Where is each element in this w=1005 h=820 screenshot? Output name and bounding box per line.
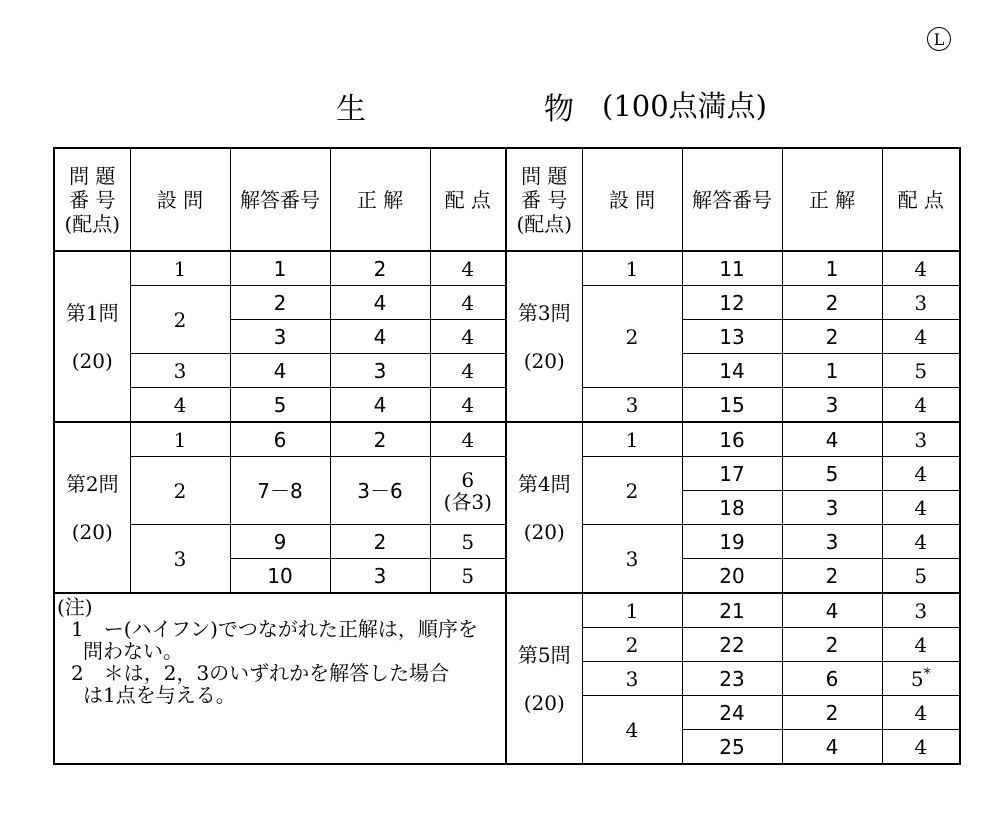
points-22: 4 — [882, 628, 960, 662]
header-correct: 正 解 — [330, 148, 430, 251]
correct-answer-10: 3 — [330, 559, 430, 594]
answer-number-25: 25 — [682, 730, 782, 765]
correct-answer-12: 2 — [782, 286, 882, 320]
correct-answer-5: 4 — [330, 388, 430, 423]
points-13: 4 — [882, 320, 960, 354]
q3-label: 第3問 (20) — [506, 251, 582, 422]
points-16: 3 — [882, 422, 960, 457]
q1-label: 第1問 (20) — [54, 251, 130, 422]
points-20: 5 — [882, 559, 960, 594]
points-23: 5* — [882, 662, 960, 696]
header-question: 問 題 番 号 (配点) — [54, 148, 130, 251]
answer-number-7-8: 7－8 — [230, 457, 330, 525]
answer-number-11: 11 — [682, 251, 782, 286]
answer-number-24: 24 — [682, 696, 782, 730]
correct-answer-25: 4 — [782, 730, 882, 765]
correct-answer-15: 3 — [782, 388, 882, 423]
correct-answer-21: 4 — [782, 593, 882, 628]
header-row — [54, 148, 960, 251]
q3-sub-2: 2 — [582, 286, 682, 388]
points-25: 4 — [882, 730, 960, 765]
note-1-cont: 問わない。 — [83, 639, 183, 663]
q5-sub-1: 1 — [582, 593, 682, 628]
answer-number-4: 4 — [230, 354, 330, 388]
answer-number-18: 18 — [682, 491, 782, 525]
correct-answer-17: 5 — [782, 457, 882, 491]
answer-number-20: 20 — [682, 559, 782, 594]
correct-answer-6: 2 — [330, 422, 430, 457]
q1-sub-4: 4 — [130, 388, 230, 423]
correct-answer-18: 3 — [782, 491, 882, 525]
title-total-points: (100点満点) — [602, 89, 767, 123]
correct-answer-14: 1 — [782, 354, 882, 388]
points-21: 3 — [882, 593, 960, 628]
answer-number-3: 3 — [230, 320, 330, 354]
points-2: 4 — [430, 286, 506, 320]
answer-number-9: 9 — [230, 525, 330, 559]
q4-sub-1: 1 — [582, 422, 682, 457]
answer-number-15: 15 — [682, 388, 782, 423]
note-2-cont: は1点を与える。 — [83, 683, 236, 707]
header-answer-number: 解答番号 — [230, 148, 330, 251]
answer-number-21: 21 — [682, 593, 782, 628]
answer-number-12: 12 — [682, 286, 782, 320]
q3-sub-3: 3 — [582, 388, 682, 423]
notes-block — [54, 593, 506, 764]
q1-sub-2: 2 — [130, 286, 230, 354]
header-question-right: 問 題 番 号 (配点) — [506, 148, 582, 251]
correct-answer-23: 6 — [782, 662, 882, 696]
q4-sub-2: 2 — [582, 457, 682, 525]
correct-answer-11: 1 — [782, 251, 882, 286]
q4-sub-3: 3 — [582, 525, 682, 594]
points-17: 4 — [882, 457, 960, 491]
q1-sub-3: 3 — [130, 354, 230, 388]
correct-answer-3: 4 — [330, 320, 430, 354]
q5-label: 第5問 (20) — [506, 593, 582, 764]
points-3: 4 — [430, 320, 506, 354]
correct-answer-22: 2 — [782, 628, 882, 662]
points-10: 5 — [430, 559, 506, 594]
table-row — [54, 593, 960, 628]
points-19: 4 — [882, 525, 960, 559]
answer-number-23: 23 — [682, 662, 782, 696]
header-points: 配 点 — [430, 148, 506, 251]
correct-answer-7-8: 3－6 — [330, 457, 430, 525]
correct-answer-2: 4 — [330, 286, 430, 320]
page-title — [0, 84, 1005, 127]
q1-sub-1: 1 — [130, 251, 230, 286]
correct-answer-16: 4 — [782, 422, 882, 457]
correct-answer-19: 3 — [782, 525, 882, 559]
correct-answer-20: 2 — [782, 559, 882, 594]
q5-sub-3: 3 — [582, 662, 682, 696]
q2-sub-3: 3 — [130, 525, 230, 594]
table-row — [54, 422, 960, 457]
header-subquestion-right: 設 問 — [582, 148, 682, 251]
answer-number-5: 5 — [230, 388, 330, 423]
points-15: 4 — [882, 388, 960, 423]
note-head: (注) — [57, 595, 93, 619]
note-1: 1 ー(ハイフン)でつながれた正解は，順序を — [71, 617, 478, 641]
points-6: 4 — [430, 422, 506, 457]
points-11: 4 — [882, 251, 960, 286]
title-char-1: 生 — [336, 92, 366, 127]
q3-sub-1: 1 — [582, 251, 682, 286]
q4-label: 第4問 (20) — [506, 422, 582, 593]
header-correct-right: 正 解 — [782, 148, 882, 251]
points-5: 4 — [430, 388, 506, 423]
answer-number-14: 14 — [682, 354, 782, 388]
answer-number-2: 2 — [230, 286, 330, 320]
answer-number-16: 16 — [682, 422, 782, 457]
points-12: 3 — [882, 286, 960, 320]
answer-number-13: 13 — [682, 320, 782, 354]
points-9: 5 — [430, 525, 506, 559]
points-14: 5 — [882, 354, 960, 388]
points-4: 4 — [430, 354, 506, 388]
header-points-right: 配 点 — [882, 148, 960, 251]
header-subquestion: 設 問 — [130, 148, 230, 251]
correct-answer-24: 2 — [782, 696, 882, 730]
header-answer-number-right: 解答番号 — [682, 148, 782, 251]
q5-sub-4: 4 — [582, 696, 682, 765]
answer-table — [53, 147, 961, 765]
correct-answer-4: 3 — [330, 354, 430, 388]
answer-number-6: 6 — [230, 422, 330, 457]
q2-sub-2: 2 — [130, 457, 230, 525]
table-row — [54, 251, 960, 286]
correct-answer-13: 2 — [782, 320, 882, 354]
q2-label: 第2問 (20) — [54, 422, 130, 593]
q2-sub-1: 1 — [130, 422, 230, 457]
correct-answer-1: 2 — [330, 251, 430, 286]
answer-number-22: 22 — [682, 628, 782, 662]
points-7-8: 6 (各3) — [430, 457, 506, 525]
answer-number-17: 17 — [682, 457, 782, 491]
q5-sub-2: 2 — [582, 628, 682, 662]
points-24: 4 — [882, 696, 960, 730]
points-1: 4 — [430, 251, 506, 286]
title-char-2: 物 — [544, 92, 574, 127]
asterisk-mark: * — [923, 666, 931, 682]
correct-answer-9: 2 — [330, 525, 430, 559]
circled-l-mark: L — [927, 27, 951, 51]
answer-number-10: 10 — [230, 559, 330, 594]
note-2: 2 ＊は，2，3のいずれかを解答した場合 — [71, 661, 450, 685]
answer-number-1: 1 — [230, 251, 330, 286]
answer-number-19: 19 — [682, 525, 782, 559]
points-18: 4 — [882, 491, 960, 525]
